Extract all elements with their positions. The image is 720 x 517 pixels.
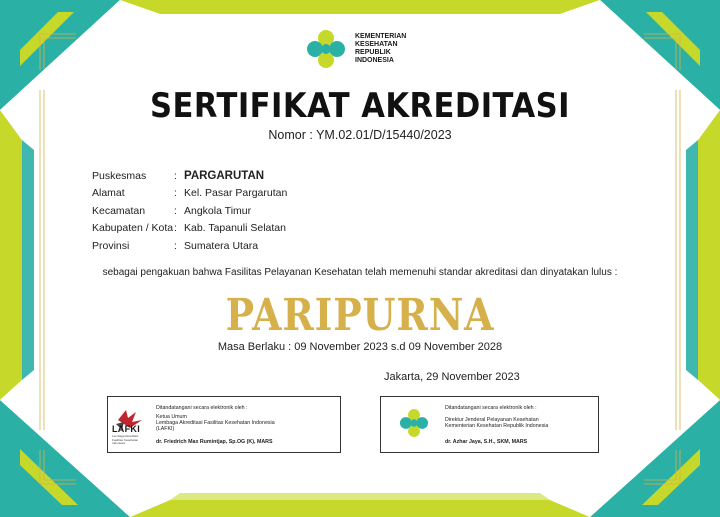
signature-box-lafki bbox=[107, 396, 341, 453]
signed-note: Ditandatangani secara elektronik oleh : bbox=[445, 405, 537, 411]
info-value: Kab. Tapanuli Selatan bbox=[184, 222, 286, 235]
info-label: Kecamatan bbox=[92, 204, 146, 217]
kemenkes-emblem-icon bbox=[303, 26, 349, 72]
certificate-number: Nomor : YM.02.01/D/15440/2023 bbox=[268, 128, 452, 142]
info-colon: : bbox=[174, 239, 177, 252]
info-row bbox=[92, 220, 287, 238]
info-label: Puskesmas bbox=[92, 169, 147, 182]
kemenkes-logo-text bbox=[355, 33, 425, 65]
lafki-logo-text: LAFKI bbox=[112, 424, 140, 434]
signer-role: (LAFKI) bbox=[156, 426, 175, 432]
info-colon: : bbox=[174, 187, 177, 200]
signed-note: Ditandatangani secara elektronik oleh : bbox=[156, 405, 248, 411]
signer-role: Ketua Umum bbox=[156, 414, 187, 420]
info-colon: : bbox=[174, 204, 177, 217]
signer-role: Kementerian Kesehatan Republik Indonesia bbox=[445, 423, 549, 429]
info-value: PARGARUTAN bbox=[184, 169, 265, 182]
certificate-title: SERTIFIKAT AKREDITASI bbox=[150, 86, 570, 126]
info-row bbox=[92, 202, 287, 220]
issue-date: Jakarta, 29 November 2023 bbox=[384, 371, 520, 383]
info-label: Alamat bbox=[92, 187, 125, 200]
info-label: Kabupaten / Kota bbox=[92, 222, 174, 235]
accreditation-statement: sebagai pengakuan bahwa Fasilitas Pelayanan Kesehatan telah memenuhi standar akreditasi dan dinyatakan lulus : bbox=[102, 267, 618, 278]
accreditation-grade: PARIPURNA bbox=[225, 290, 495, 341]
info-row bbox=[92, 167, 287, 185]
facility-info bbox=[92, 167, 287, 255]
signature-box-kemenkes bbox=[380, 396, 599, 453]
logo-line: INDONESIA bbox=[355, 57, 394, 64]
logo-line: KEMENTERIAN bbox=[355, 33, 407, 40]
signer-name: dr. Friedrich Max Rumintjap, Sp.OG (K), MARS bbox=[156, 439, 273, 445]
kemenkes-logo bbox=[303, 26, 425, 72]
info-colon: : bbox=[174, 169, 177, 182]
info-value: Sumatera Utara bbox=[184, 239, 259, 252]
info-value: Kel. Pasar Pargarutan bbox=[184, 187, 288, 200]
signer-role: Lembaga Akreditasi Fasilitas Kesehatan Indonesia bbox=[156, 420, 275, 426]
info-colon: : bbox=[174, 222, 177, 235]
logo-line: KESEHATAN bbox=[355, 41, 398, 48]
kemenkes-emblem-icon bbox=[397, 406, 431, 440]
info-row bbox=[92, 237, 287, 255]
lafki-logo-subtext: Lembaga Akreditasi Fasilitas Kesehatan Indonesia bbox=[112, 434, 139, 445]
info-value: Angkola Timur bbox=[184, 204, 252, 217]
validity-period: Masa Berlaku : 09 November 2023 s.d 09 November 2028 bbox=[217, 341, 503, 353]
signer-name: dr. Azhar Jaya, S.H., SKM, MARS bbox=[445, 439, 528, 445]
info-row bbox=[92, 185, 287, 203]
signer-role: Direktur Jenderal Pelayanan Kesehatan bbox=[445, 417, 539, 423]
info-label: Provinsi bbox=[92, 239, 130, 252]
logo-line: REPUBLIK bbox=[355, 49, 391, 56]
